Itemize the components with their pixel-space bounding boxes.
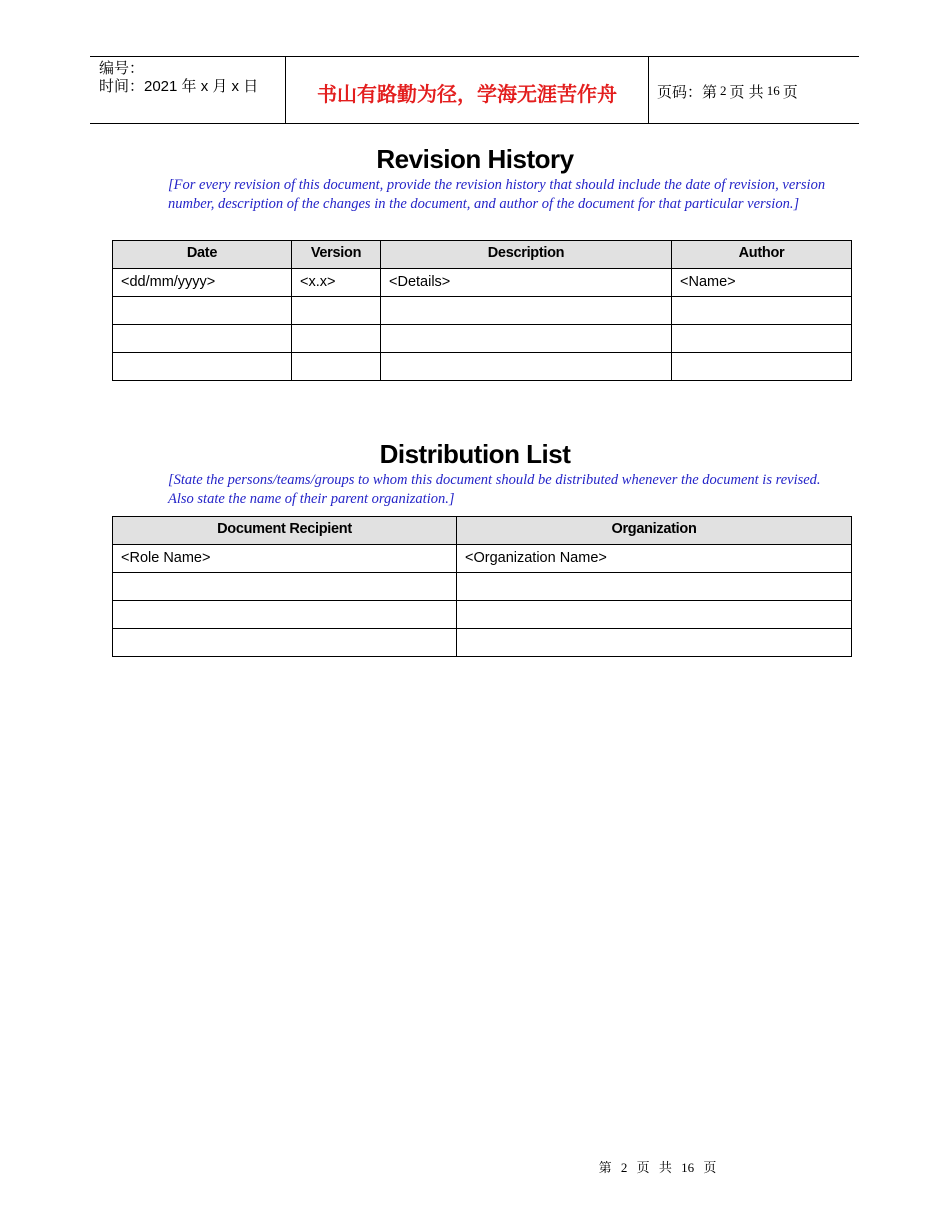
- table-row: [113, 573, 852, 601]
- table-row: [113, 545, 852, 573]
- footer-current: 2: [620, 1160, 628, 1175]
- header-meta: [90, 57, 286, 123]
- header-page-number: [649, 57, 859, 123]
- footer-page: 页: [636, 1160, 650, 1175]
- table-row: [113, 601, 852, 629]
- distribution-list-table: [112, 516, 852, 657]
- table-row: [113, 297, 852, 325]
- document-number-label: 编号：: [99, 60, 145, 77]
- table-row: [113, 269, 852, 297]
- table-cell[interactable]: [672, 353, 852, 381]
- table-cell[interactable]: [113, 325, 292, 353]
- column-header: Author: [672, 241, 852, 269]
- table-cell[interactable]: [292, 297, 381, 325]
- table-cell[interactable]: [113, 297, 292, 325]
- page-total: 16: [766, 83, 780, 98]
- table-header-row: [113, 517, 852, 545]
- table-cell[interactable]: [457, 601, 852, 629]
- footer-total-label: 共: [658, 1160, 672, 1175]
- footer-total: 16: [681, 1160, 695, 1175]
- page-header: [90, 56, 859, 124]
- table-cell[interactable]: [292, 353, 381, 381]
- table-cell[interactable]: [457, 629, 852, 657]
- table-cell[interactable]: [113, 353, 292, 381]
- table-cell[interactable]: <dd/mm/yyyy>: [113, 269, 292, 297]
- revision-history-table: [112, 240, 852, 381]
- column-header: Document Recipient: [113, 517, 457, 545]
- table-cell[interactable]: [113, 573, 457, 601]
- table-cell[interactable]: [113, 601, 457, 629]
- table-cell[interactable]: [113, 629, 457, 657]
- table-row: [113, 629, 852, 657]
- table-cell[interactable]: [672, 325, 852, 353]
- distribution-list-note: [State the persons/teams/groups to whom this document should be distributed whenever the document is revised. Also state the name of their parent organization.]: [168, 472, 821, 507]
- table-row: [113, 353, 852, 381]
- table-cell[interactable]: <x.x>: [292, 269, 381, 297]
- table-cell[interactable]: [381, 325, 672, 353]
- table-cell[interactable]: <Role Name>: [113, 545, 457, 573]
- table-header-row: [113, 241, 852, 269]
- table-cell[interactable]: <Organization Name>: [457, 545, 852, 573]
- table-cell[interactable]: <Details>: [381, 269, 672, 297]
- column-header: Version: [292, 241, 381, 269]
- page-suffix: 页: [782, 83, 798, 101]
- column-header: Date: [113, 241, 292, 269]
- footer-last: 页: [703, 1160, 717, 1175]
- page-footer: [0, 1157, 950, 1176]
- revision-history-note: [For every revision of this document, provide the revision history that should include the date of revision, version number, description of the changes in the document, and author of the document for that particular version.]: [168, 177, 826, 212]
- page-prefix: 页码：第: [657, 83, 718, 101]
- distribution-list-title: Distribution List: [379, 439, 571, 469]
- column-header: Description: [381, 241, 672, 269]
- document-date-label: 时间：2021 年 x 月 x 日: [99, 78, 259, 95]
- table-cell[interactable]: [457, 573, 852, 601]
- table-cell[interactable]: [292, 325, 381, 353]
- table-cell[interactable]: [381, 297, 672, 325]
- page-mid: 页 共: [729, 83, 764, 101]
- page-current: 2: [720, 83, 727, 98]
- revision-history-title: Revision History: [376, 144, 574, 174]
- table-cell[interactable]: <Name>: [672, 269, 852, 297]
- table-cell[interactable]: [381, 353, 672, 381]
- column-header: Organization: [457, 517, 852, 545]
- footer-first: 第: [598, 1160, 612, 1175]
- table-row: [113, 325, 852, 353]
- table-cell[interactable]: [672, 297, 852, 325]
- header-motto: 书山有路勤为径，学海无涯苦作舟: [286, 57, 649, 123]
